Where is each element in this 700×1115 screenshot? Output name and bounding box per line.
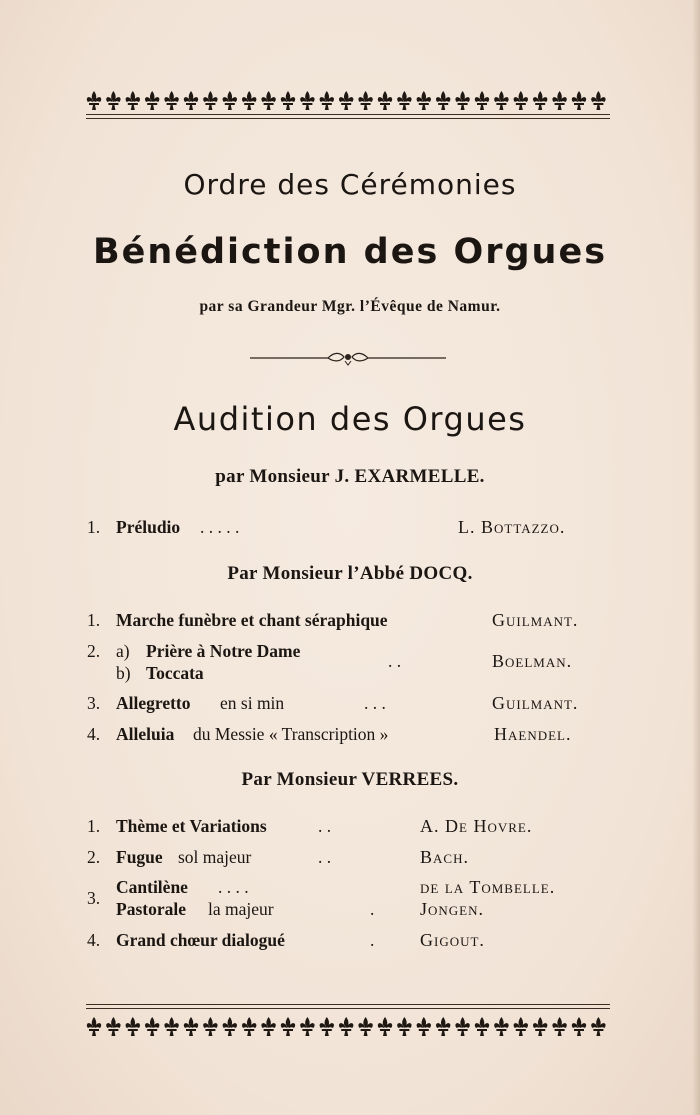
leader-dots: . . [388, 651, 402, 671]
piece-note: du Messie « Transcription » [193, 724, 389, 744]
piece-title: Prière à Notre Dame [146, 641, 301, 661]
composer: A. De Hovre. [420, 816, 533, 836]
piece-key: en si min [220, 693, 285, 713]
composer: Jongen. [420, 899, 484, 919]
piece-key: sol majeur [178, 847, 252, 867]
leader-dots: . [370, 899, 375, 919]
top-rule-2 [86, 118, 610, 119]
item-number: 1. [87, 816, 101, 836]
bottom-rule [86, 1004, 610, 1005]
piece-title: Cantilène [116, 877, 188, 897]
bottom-rule-2 [86, 1008, 610, 1009]
item-number: 1. [87, 517, 101, 537]
program-item [0, 610, 700, 638]
program-item-sub [0, 899, 700, 927]
leader-dots: . . [318, 816, 332, 836]
piece-title: Préludio [116, 517, 181, 537]
piece-title: Toccata [146, 663, 204, 683]
piece-title: Fugue [116, 847, 163, 867]
title-ordre: Ordre des Cérémonies [183, 168, 517, 201]
performer-heading-exarmelle: par Monsieur J. EXARMELLE. [215, 466, 485, 487]
leader-dots: . . . [364, 693, 386, 713]
piece-prefix: a) [116, 641, 130, 661]
composer: Haendel. [494, 724, 572, 744]
program-item [0, 517, 700, 545]
scroll-flourish-icon [248, 348, 448, 368]
piece-title: Grand chœur dialogué [116, 930, 285, 950]
composer: Guilmant. [492, 610, 579, 630]
program-item [0, 816, 700, 844]
item-number: 4. [87, 724, 101, 744]
composer: Gigout. [420, 930, 485, 950]
piece-prefix: b) [116, 663, 131, 683]
audition-title: Audition des Orgues [173, 400, 527, 438]
item-number: 2. [87, 641, 101, 661]
performer-heading-docq: Par Monsieur l’Abbé DOCQ. [227, 563, 473, 584]
fleur-de-lis-border-bottom-icon [86, 1010, 610, 1050]
piece-title: Thème et Variations [116, 816, 267, 836]
item-number: 3. [87, 693, 101, 713]
item-number: 4. [87, 930, 101, 950]
subtitle: par sa Grandeur Mgr. l’Évêque de Namur. [199, 298, 501, 315]
performer-heading-verrees: Par Monsieur VERREES. [241, 769, 459, 790]
program-item [0, 693, 700, 721]
piece-title: Pastorale [116, 899, 186, 919]
piece-title: Alleluia [116, 724, 175, 744]
composer: Guilmant. [492, 693, 579, 713]
piece-key: la majeur [208, 899, 274, 919]
program-item [0, 724, 700, 752]
composer: Bach. [420, 847, 469, 867]
leader-dots: . [370, 930, 375, 950]
piece-title: Marche funèbre et chant séraphique [116, 610, 388, 630]
leader-dots: . . . . . [200, 517, 240, 537]
leader-dots: . . [318, 847, 332, 867]
item-number: 1. [87, 610, 101, 630]
item-number: 2. [87, 847, 101, 867]
program-item [0, 847, 700, 875]
program-item [0, 930, 700, 958]
composer: Boelman. [492, 651, 573, 671]
composer: de la Tombelle. [420, 877, 556, 897]
top-rule [86, 114, 610, 115]
title-benediction: Bénédiction des Orgues [92, 232, 608, 272]
piece-title: Allegretto [116, 693, 191, 713]
leader-dots: . . . . [218, 877, 249, 897]
item-number: 3. [87, 888, 101, 908]
composer: L. Bottazzo. [458, 517, 566, 537]
